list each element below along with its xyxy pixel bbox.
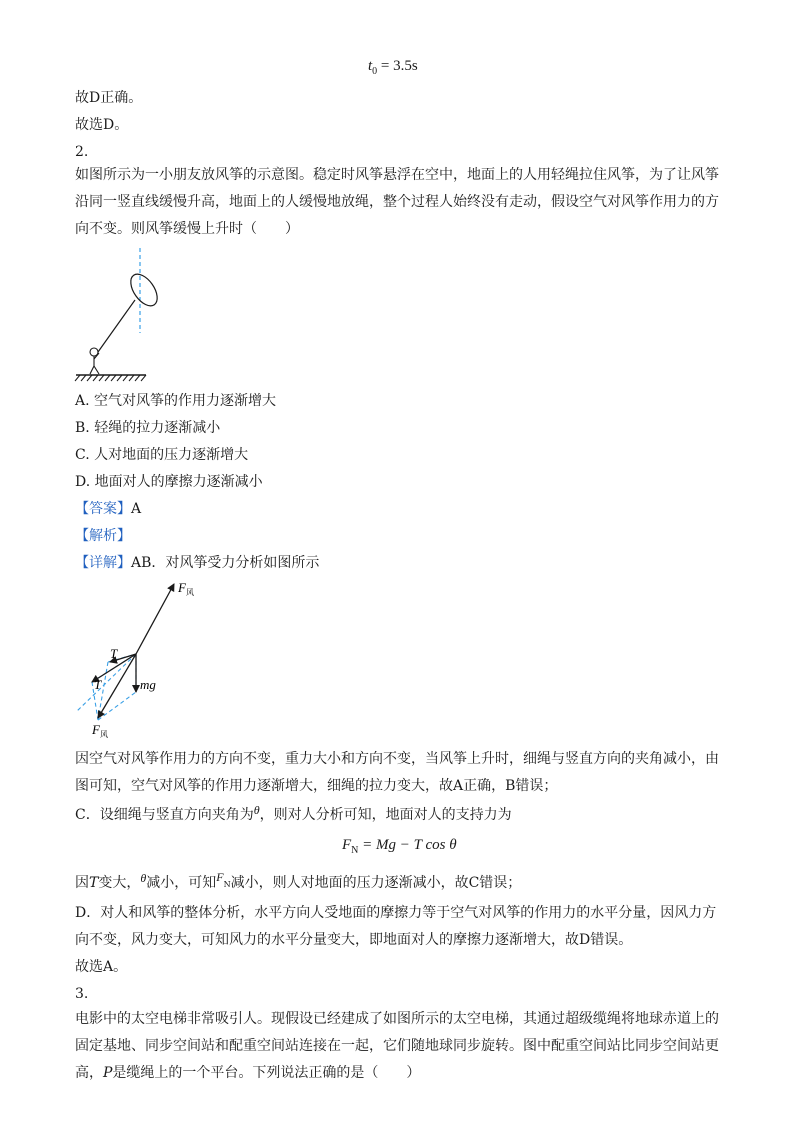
- q2-answer: [75, 499, 141, 519]
- explain-d-line-2: 向不变，风力变大，可知风力的水平分量变大，即地面对人的摩擦力逐渐增大，故D错误。: [75, 932, 633, 948]
- kite-shape: [125, 270, 162, 311]
- label-mg: mg: [140, 677, 156, 692]
- parallelogram-dashed-lines: [76, 654, 136, 720]
- explain-c-line-2: 因T变大，θ减小，可知$F_N$减小，则人对地面的压力逐渐减小，故C错误；: [75, 870, 522, 891]
- q2-stem-line-3: 向不变。则风筝缓慢上升时（ ）: [75, 221, 299, 237]
- prev-conclusion: 故D正确。: [75, 90, 143, 106]
- force-diagram: [70, 578, 210, 742]
- q3-stem-line-2: 固定基地、同步空间站和配重空间站连接在一起，它们随地球同步旋转。图中配重空间站比同步空间站更: [75, 1038, 719, 1054]
- detail-tag: 【详解】: [75, 555, 131, 571]
- ground: [75, 375, 146, 381]
- explain-c-line-1: C．设细绳与竖直方向夹角为θ，则对人分析可知，地面对人的支持力为: [75, 803, 512, 823]
- label-f-wind-bottom: $F_风$: [92, 722, 108, 739]
- label-t2: T: [94, 677, 102, 692]
- label-t1: T: [110, 646, 118, 661]
- q2-final-choice: 故选A。: [75, 959, 128, 975]
- prev-choice: 故选D。: [75, 117, 129, 133]
- q2-option-d: D. 地面对人的摩擦力逐渐减小: [75, 474, 263, 490]
- q3-stem-line-3: 高，P是缆绳上的一个平台。下列说法正确的是（ ）: [75, 1065, 421, 1081]
- q2-number: 2.: [75, 144, 89, 160]
- q2-stem-line-2: 沿同一竖直线缓慢升高，地面上的人缓慢地放绳，整个过程人始终没有走动，假设空气对风筝作用力的方: [75, 194, 719, 210]
- q3-number: 3.: [75, 986, 89, 1002]
- answer-value: A: [131, 501, 142, 517]
- top-formula: $t_0 = 3.5s$: [368, 58, 418, 77]
- label-f-wind-top: $F_风$: [178, 580, 194, 597]
- f-wind-arrow: [136, 584, 174, 654]
- q2-option-b: B. 轻绳的拉力逐渐减小: [75, 420, 221, 436]
- q2-option-a: A. 空气对风筝的作用力逐渐增大: [75, 393, 277, 409]
- fn-formula: $F_N = Mg - T$ cos θ: [342, 837, 457, 856]
- explain-d-line-1: D．对人和风筝的整体分析，水平方向人受地面的摩擦力等于空气对风筝的作用力的水平分量，因风力方: [75, 905, 717, 921]
- q2-stem-line-1: 如图所示为一小朋友放风筝的示意图。稳定时风筝悬浮在空中，地面上的人用轻绳拉住风筝，为了让风筝: [75, 167, 719, 183]
- q2-option-c: C. 人对地面的压力逐渐增大: [75, 447, 249, 463]
- q2-analysis-tag: 【解析】: [75, 528, 131, 544]
- stick-person: [90, 348, 99, 374]
- kite-string: [98, 300, 135, 352]
- q3-stem-line-1: 电影中的太空电梯非常吸引人。现假设已经建成了如图所示的太空电梯，其通过超级缆绳将地球赤道上的: [75, 1011, 719, 1027]
- answer-tag: 【答案】: [75, 501, 131, 517]
- kite-diagram: [72, 248, 182, 384]
- q2-detail: [75, 553, 319, 573]
- explain-ab-line-1: 因空气对风筝作用力的方向不变，重力大小和方向不变，当风筝上升时，细绳与竖直方向的夹角减小，由: [75, 751, 719, 767]
- detail-intro: AB．对风筝受力分析如图所示: [131, 555, 320, 571]
- explain-ab-line-2: 图可知，空气对风筝的作用力逐渐增大，细绳的拉力变大，故A正确，B错误；: [75, 778, 558, 794]
